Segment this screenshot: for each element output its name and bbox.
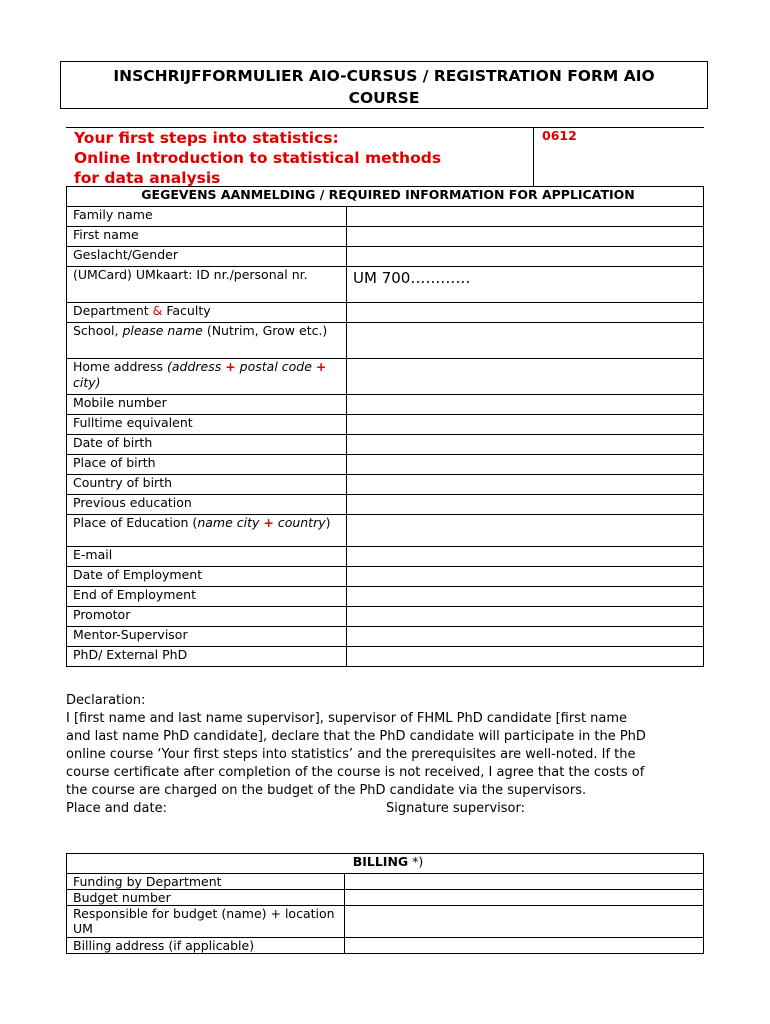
- table-row: [67, 455, 704, 475]
- billing-note: *): [408, 854, 424, 869]
- table-header-row: [67, 854, 704, 874]
- billing-table: [66, 853, 704, 954]
- end-of-employment-field[interactable]: [347, 587, 704, 607]
- billing-title: BILLING: [352, 854, 409, 869]
- course-title-line3: for data analysis: [74, 169, 221, 187]
- label-text: Department: [73, 303, 153, 318]
- table-row: [67, 547, 704, 567]
- field-label-end-of-employment: End of Employment: [67, 587, 347, 607]
- funding-field[interactable]: [345, 874, 704, 890]
- field-label-previous-education: Previous education: [67, 495, 347, 515]
- table-row: [67, 607, 704, 627]
- billing-address-field[interactable]: [345, 938, 704, 954]
- table-row: [67, 515, 704, 547]
- field-label-funding: Funding by Department: [67, 874, 345, 890]
- table-row: [67, 938, 704, 954]
- first-name-field[interactable]: [347, 227, 704, 247]
- table-row: [67, 247, 704, 267]
- promotor-field[interactable]: [347, 607, 704, 627]
- label-italic: city: [73, 375, 96, 390]
- label-text: Home address: [73, 359, 167, 374]
- label-text: ): [95, 375, 101, 390]
- previous-education-field[interactable]: [347, 495, 704, 515]
- table-row: [67, 627, 704, 647]
- place-of-education-field[interactable]: [347, 515, 704, 547]
- table-row: [67, 587, 704, 607]
- form-title-line1: INSCHRIJFFORMULIER AIO-CURSUS / REGISTRATION FORM AIO: [113, 67, 655, 85]
- table-row: [67, 495, 704, 515]
- field-label-mobile: Mobile number: [67, 395, 347, 415]
- table-header-row: [67, 187, 704, 207]
- place-of-birth-field[interactable]: [347, 455, 704, 475]
- declaration-line: course certificate after completion of the course is not received, I agree that the costs of: [66, 765, 645, 780]
- country-of-birth-field[interactable]: [347, 475, 704, 495]
- signature-line: [66, 800, 716, 818]
- date-of-employment-field[interactable]: [347, 567, 704, 587]
- field-label-country-of-birth: Country of birth: [67, 475, 347, 495]
- table-row: [67, 874, 704, 890]
- field-label-promotor: Promotor: [67, 607, 347, 627]
- budget-responsible-field[interactable]: [345, 906, 704, 938]
- field-label-home-address: [67, 359, 347, 395]
- field-label-date-of-employment: Date of Employment: [67, 567, 347, 587]
- field-label-place-of-birth: Place of birth: [67, 455, 347, 475]
- field-label-gender: Geslacht/Gender: [67, 247, 347, 267]
- table-row: [67, 323, 704, 359]
- table-row: [67, 567, 704, 587]
- field-label-fte: Fulltime equivalent: [67, 415, 347, 435]
- plus-sign: +: [225, 359, 236, 374]
- declaration-section: [66, 692, 716, 800]
- plus-sign: +: [263, 515, 274, 530]
- family-name-field[interactable]: [347, 207, 704, 227]
- table-row: [67, 207, 704, 227]
- course-title-line1: Your first steps into statistics:: [74, 129, 339, 147]
- mentor-supervisor-field[interactable]: [347, 627, 704, 647]
- table-row: [67, 303, 704, 323]
- field-label-phd-type: PhD/ External PhD: [67, 647, 347, 667]
- plus-sign: +: [315, 359, 327, 374]
- table-row: [67, 227, 704, 247]
- label-text: Faculty: [162, 303, 211, 318]
- declaration-line: the course are charged on the budget of the PhD candidate via the supervisors.: [66, 783, 587, 798]
- field-label-school: [67, 323, 347, 359]
- label-text: (Nutrim, Grow etc.): [202, 323, 328, 338]
- label-italic: country: [273, 515, 326, 530]
- field-label-date-of-birth: Date of birth: [67, 435, 347, 455]
- label-text: School,: [73, 323, 123, 338]
- table-row: [67, 415, 704, 435]
- declaration-heading: Declaration:: [66, 693, 146, 708]
- umcard-value: UM 700…………: [353, 269, 471, 287]
- place-date-label: Place and date:: [66, 801, 167, 816]
- email-field[interactable]: [347, 547, 704, 567]
- label-italic: (address: [166, 359, 226, 374]
- application-info-table: [66, 186, 704, 667]
- ampersand: &: [152, 303, 163, 318]
- table-row: [67, 395, 704, 415]
- form-title: [60, 61, 708, 109]
- department-field[interactable]: [347, 303, 704, 323]
- gender-field[interactable]: [347, 247, 704, 267]
- course-header: [66, 127, 704, 185]
- form-title-line2: COURSE: [348, 89, 420, 107]
- field-label-mentor-supervisor: Mentor-Supervisor: [67, 627, 347, 647]
- course-title: [74, 128, 524, 188]
- field-label-place-of-education: [67, 515, 347, 547]
- school-field[interactable]: [347, 323, 704, 359]
- field-label-budget-number: Budget number: [67, 890, 345, 906]
- field-label-billing-address: Billing address (if applicable): [67, 938, 345, 954]
- billing-header: [67, 854, 704, 874]
- table-row: [67, 890, 704, 906]
- table-row: [67, 359, 704, 395]
- field-label-umcard: (UMCard) UMkaart: ID nr./personal nr.: [67, 267, 347, 303]
- phd-type-field[interactable]: [347, 647, 704, 667]
- field-label-department: [67, 303, 347, 323]
- mobile-field[interactable]: [347, 395, 704, 415]
- label-italic: postal code: [235, 359, 316, 374]
- declaration-line: and last name PhD candidate], declare that the PhD candidate will participate in the PhD: [66, 729, 646, 744]
- field-label-email: E-mail: [67, 547, 347, 567]
- table-row: [67, 647, 704, 667]
- table-row: [67, 475, 704, 495]
- budget-number-field[interactable]: [345, 890, 704, 906]
- declaration-line: online course ‘Your first steps into statistics’ and the prerequisites are well-noted. If the: [66, 747, 636, 762]
- fte-field[interactable]: [347, 415, 704, 435]
- home-address-field[interactable]: [347, 359, 704, 395]
- field-label-budget-responsible: Responsible for budget (name) + location UM: [67, 906, 345, 938]
- umcard-field[interactable]: [347, 267, 704, 303]
- field-label-first-name: First name: [67, 227, 347, 247]
- field-label-family-name: Family name: [67, 207, 347, 227]
- label-text: Place of Education (: [73, 515, 198, 530]
- info-table-header: GEGEVENS AANMELDING / REQUIRED INFORMATION FOR APPLICATION: [67, 187, 704, 207]
- table-row: [67, 906, 704, 938]
- label-text: ): [325, 515, 331, 530]
- course-title-line2: Online Introduction to statistical methods: [74, 149, 442, 167]
- table-row: [67, 435, 704, 455]
- signature-supervisor-label: Signature supervisor:: [386, 801, 525, 816]
- course-code: 0612: [542, 128, 577, 143]
- date-of-birth-field[interactable]: [347, 435, 704, 455]
- label-italic: name city: [197, 515, 264, 530]
- declaration-line: I [first name and last name supervisor], supervisor of FHML PhD candidate [first name: [66, 711, 628, 726]
- label-italic: please name: [122, 323, 203, 338]
- course-code-divider: [533, 127, 534, 186]
- table-row: [67, 267, 704, 303]
